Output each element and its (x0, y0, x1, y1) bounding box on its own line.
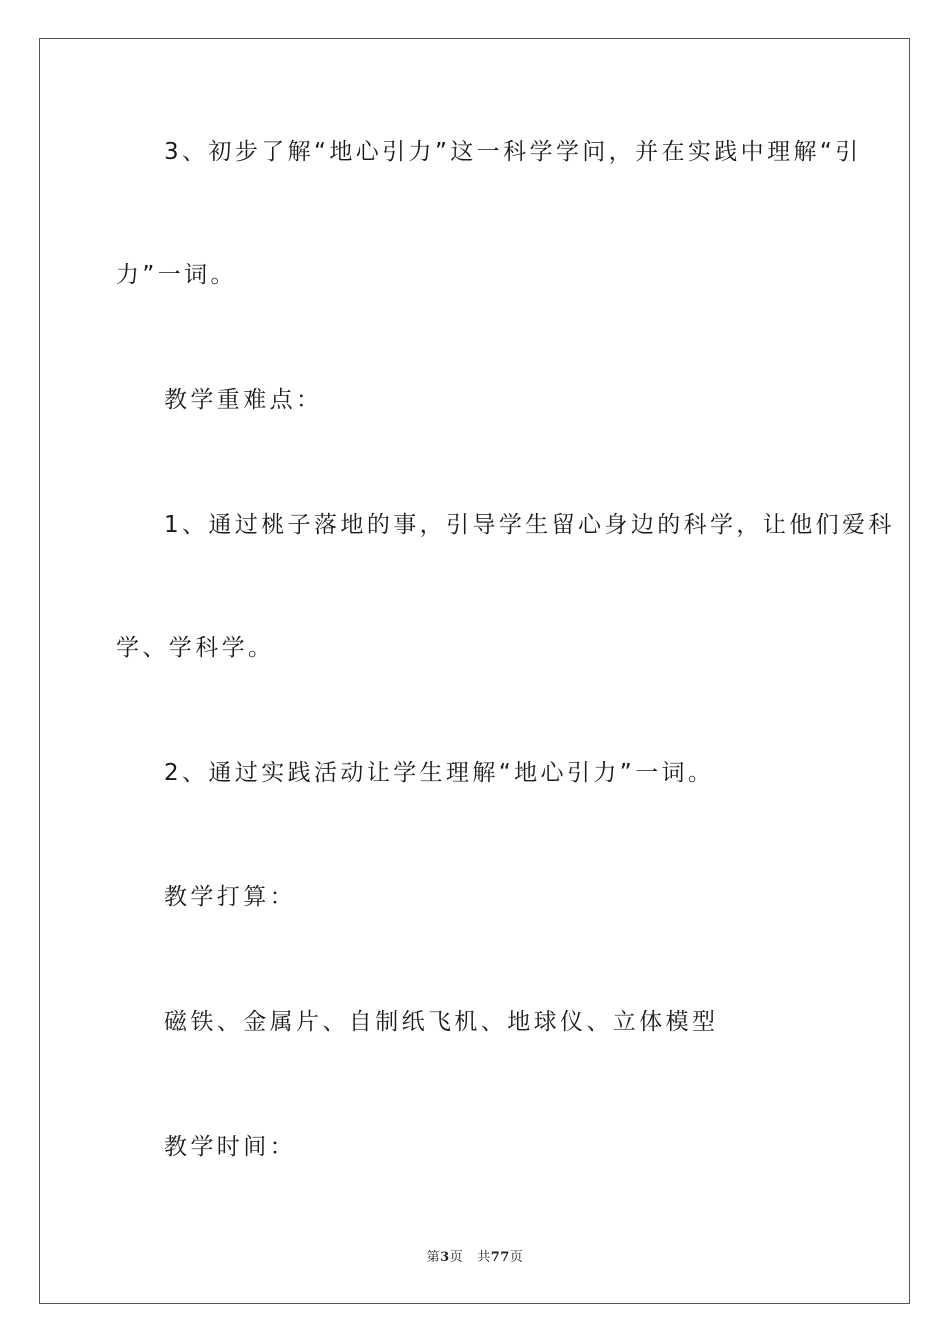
heading-teaching-time: 教学时间： (164, 1134, 296, 1160)
footer-page-prefix: 第 (426, 1250, 441, 1265)
paragraph-difficulty-1-line-2: 学、学科学。 (116, 635, 275, 661)
footer-page-suffix: 页 (449, 1250, 464, 1265)
paragraph-objective-3-line-1: 3、初步了解“地心引力”这一科学学问，并在实践中理解“引 (164, 139, 862, 165)
paragraph-materials-list: 磁铁、金属片、自制纸飞机、地球仪、立体模型 (164, 1009, 719, 1035)
paragraph-objective-3-line-2: 力”一词。 (116, 262, 237, 288)
footer-total-suffix: 页 (509, 1250, 524, 1265)
footer-total-pages: 77 (490, 1250, 510, 1265)
page-footer (0, 1246, 950, 1265)
paragraph-difficulty-2: 2、通过实践活动让学生理解“地心引力”一词。 (164, 760, 715, 786)
page-border (39, 38, 910, 1304)
footer-page-number: 3 (440, 1250, 450, 1265)
paragraph-difficulty-1-line-1: 1、通过桃子落地的事，引导学生留心身边的科学，让他们爱科 (164, 512, 895, 538)
footer-total-prefix: 共 (477, 1250, 491, 1265)
heading-key-difficulties: 教学重难点： (164, 387, 323, 413)
heading-teaching-preparation: 教学打算： (164, 884, 296, 910)
